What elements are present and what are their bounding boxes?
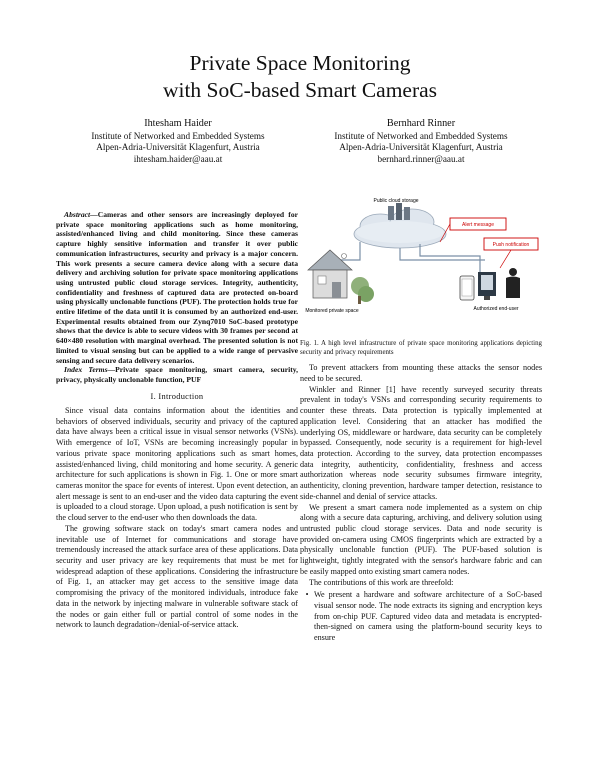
figure-1	[300, 198, 542, 338]
monitor-icon	[478, 272, 496, 300]
notification-callout	[484, 238, 538, 250]
server-icon	[388, 203, 410, 220]
index-terms-label: Index Terms	[64, 365, 108, 375]
abstract-text: Cameras and other sensors are increasingly deployed for private space monitoring applications such as home monitoring, assisted/enhanced living and child monitoring. Since these cameras capture highly sensitive information and transfer it over public communication infrastructures, security and privacy is a major concern. This work presents a secure camera device along with a secure data delivery and archiving solution for private space monitoring applications using untrusted public cloud storage services. Integrity, authenticity, confidentiality and freshness of captured data are protected on-board using physically unclonable functions (PUF). The protection holds true for entire lifetime of the data until it is consumed by an authorized end-user. Experimental results obtained from our Zynq7010 SoC-based prototype shows that the device is able to secure videos with 30 frames per second at 640×480 resolution with marginal overhead. The presented solution is not limited to visual sensing but can be applied to a wide range of pervasive sensing and secure data delivery scenarios.	[56, 210, 298, 365]
house-icon	[308, 250, 352, 298]
user-icon	[506, 268, 520, 298]
paragraph: We present a smart camera node implemented as a system on chip along with a secure data capturing, archiving, and delivery solution using untrusted public cloud storage services. Data and node security is provided on-camera using CMOS fingerprints which are extracted by a physically unclonable function (PUF). The PUF-based solution is lightweight, tightly integrated with the sensor's hardware fabric and can be easily mapped onto existing smart camera nodes.	[300, 502, 542, 576]
abstract-label: Abstract	[64, 210, 91, 219]
paragraph: Winkler and Rinner [1] have recently surveyed security threats prevalent in today's VSNs and corresponding security requirements to counter these threats. Data protection is typically implemented at application level. Considering that an attacker has modified the underlying OS, middleware or hardware, data security can be completely bypassed. Consequently, node security is a requirement for high-level data protection. According to the survey, data protection encompasses data integrity, authenticity, confidentiality, freshness and access authorization whereas node security subsumes firmware integrity, authenticity, cloning prevention, hardware tamper detection, resistance to side-channel and denial of service attacks.	[300, 384, 542, 501]
figure-caption: Fig. 1. A high level infrastructure of private space monitoring applications depicting security and privacy requirements	[300, 340, 542, 356]
abstract: Abstract—Cameras and other sensors are increasingly deployed for private space monitoring applications such as home monitoring, assisted/enhanced living and child monitoring. Since these cameras capture highly sensitive information and transfer it over public communication infrastructures, security and privacy is a major concern. This work presents a secure camera device along with a secure data delivery and archiving solution for private space monitoring applications using untrusted public cloud storage services. Integrity, authenticity, confidentiality and freshness of captured data are protected on-board using physically unclonable functions (PUF). The protection holds true for entire lifetime of the data until it is consumed by an authorized end-user. Experimental results obtained from our Zynq7010 SoC-based prototype shows that the device is able to secure videos with 30 frames per second at 640×480 resolution with marginal overhead. The presented solution is not limited to visual sensing but can be applied to a wide range of pervasive sensing and secure data delivery scenarios.	[56, 210, 298, 365]
author-block-2	[301, 118, 541, 165]
author-affiliation: Institute of Networked and Embedded Systems	[334, 130, 508, 141]
author-name: Ihtesham Haider	[144, 118, 212, 129]
author-name: Bernhard Rinner	[386, 118, 456, 129]
home-label: Monitored private space	[305, 308, 359, 314]
paragraph: To prevent attackers from mounting these attacks the sensor nodes need to be secured.	[300, 363, 542, 383]
paragraph: The growing software stack on today's smart camera nodes and inevitable use of Internet for communications and storage have tremendously increased the attack surface area of these applications. Data security and user privacy are key requirements that must be met for widespread adaption of these applications. Considering the infrastructure of Fig. 1, an attacker may get access to the sensitive image data compromising the privacy of the monitored individuals, introduce fake data in the network by injecting malware in vulnerable software stack of the nodes or gain either full or partial control of some nodes in the network to launch degradation-/denial-of-service attack.	[56, 523, 298, 630]
svg-text:Push notification: Push notification	[492, 242, 530, 248]
author-affiliation: Institute of Networked and Embedded Systems	[91, 130, 265, 141]
index-terms: Index Terms—Private space monitoring, smart camera, security, privacy, physically unclonable function, PUF	[56, 365, 298, 384]
paragraph: The contributions of this work are threefold:	[309, 577, 454, 587]
smartphone-icon	[460, 276, 474, 300]
author-affiliation: Alpen-Adria-Universität Klagenfurt, Austria	[339, 142, 503, 153]
device-label: Authorized end-user	[473, 306, 519, 312]
alert-callout	[450, 218, 506, 230]
svg-text:Alert message: Alert message	[462, 222, 494, 228]
cloud-label: Public cloud storage	[373, 198, 419, 204]
bullet-icon: •	[305, 590, 309, 600]
author-email: ihtesham.haider@aau.at	[133, 153, 223, 164]
tree-icon	[351, 277, 374, 304]
left-column	[56, 210, 298, 631]
camera-icon	[342, 254, 347, 259]
index-terms-text: Private space monitoring, smart camera, security, privacy, physically unclonable function, PUF	[56, 365, 298, 384]
paragraph: Since visual data contains information about the identities and behaviors of observed individuals, security and privacy of the captured data have always been a critical issue in visual sensor networks (VSNs). With emergence of IoT, VSNs are becoming increasingly popular in various private space monitoring applications such as smart homes, assisted/enhanced living, child monitoring and home security. A generic architecture for such applications is shown in Fig. 1. One or more smart cameras monitor the space for events of interest. Upon event detection, an alert message is sent to an end-user and the video data capturing the event is uploaded to a cloud storage. Upon upload, a push notification is sent by the cloud server to the end-user who then downloads the data.	[56, 405, 298, 523]
title-line-1: Private Space Monitoring	[189, 51, 411, 75]
right-column	[300, 198, 542, 644]
infrastructure-diagram	[300, 198, 542, 338]
section-heading: I. Introduction	[150, 392, 204, 402]
author-affiliation: Alpen-Adria-Universität Klagenfurt, Austria	[96, 142, 260, 153]
author-block-1	[58, 118, 298, 165]
author-email: bernhard.rinner@aau.at	[377, 153, 465, 164]
contribution-text: We present a hardware and software architecture of a SoC-based visual sensor node. The node extracts its signing and encryption keys from on-chip PUF. Captured video data and metadata is encrypted-then-signed on camera using the platform-bound security keys to ensure	[314, 590, 542, 643]
contribution-item	[300, 590, 542, 644]
paper-title	[0, 50, 600, 104]
title-line-2: with SoC-based Smart Cameras	[162, 78, 438, 102]
